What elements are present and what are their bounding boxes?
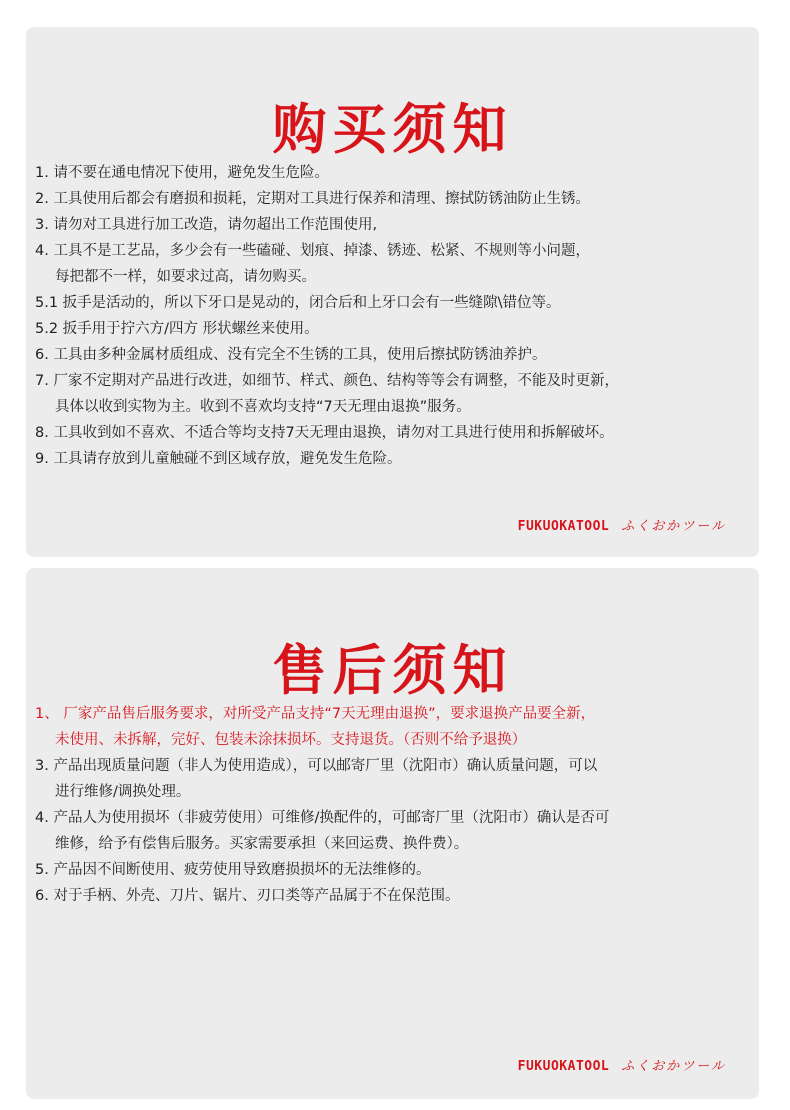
brand-signature	[518, 515, 726, 534]
aftersales-notice-panel	[26, 568, 759, 1099]
brand-signature	[518, 1055, 726, 1074]
list-item: 5.2 扳手用于拧六方/四方 形状螺丝来使用。	[35, 321, 319, 337]
aftersales-notice-list	[35, 701, 753, 909]
list-item: 4. 工具不是工艺品，多少会有一些磕碰、划痕、掉漆、锈迹、松紧、不规则等小问题，	[35, 243, 590, 259]
brand-name: FUKUOKATOOL	[517, 519, 610, 534]
list-item: 6. 对于手柄、外壳、刀片、锯片、刃口类等产品属于不在保范围。	[35, 888, 460, 904]
list-item: 5.1 扳手是活动的，所以下牙口是晃动的，闭合后和上牙口会有一些缝隙\错位等。	[35, 295, 561, 311]
list-item: 5. 产品因不间断使用、疲劳使用导致磨损损坏的无法维修的。	[35, 862, 431, 878]
list-item: 8. 工具收到如不喜欢、不适合等均支持7天无理由退换，请勿对工具进行使用和拆解破坏。	[35, 425, 614, 441]
purchase-notice-panel	[26, 27, 759, 557]
aftersales-notice-title: 售后须知	[272, 639, 513, 703]
brand-name-kana: ふくおかツール	[621, 519, 726, 534]
list-item-continuation: 具体以收到实物为主。收到不喜欢均支持“7天无理由退换”服务。	[55, 399, 471, 415]
list-item-continuation: 维修，给予有偿售后服务。买家需要承担（来回运费、换件费）。	[55, 836, 469, 852]
list-item: 3. 请勿对工具进行加工改造，请勿超出工作范围使用,	[35, 217, 378, 233]
brand-name-kana: ふくおかツール	[621, 1059, 726, 1074]
purchase-notice-list	[35, 160, 753, 472]
list-item: 3. 产品出现质量问题（非人为使用造成），可以邮寄厂里（沈阳市）确认质量问题，可以	[35, 758, 598, 774]
list-item-highlight: 1、 厂家产品售后服务要求，对所受产品支持“7天无理由退换”，要求退换产品要全新，	[35, 706, 596, 722]
list-item: 7. 厂家不定期对产品进行改进，如细节、样式、颜色、结构等等会有调整，不能及时更新，	[35, 373, 619, 389]
list-item-highlight-continuation: 未使用、未拆解，完好、包装未涂抹损坏。支持退货。（否则不给予退换）	[55, 732, 527, 748]
list-item: 6. 工具由多种金属材质组成、没有完全不生锈的工具，使用后擦拭防锈油养护。	[35, 347, 547, 363]
list-item-continuation: 进行维修/调换处理。	[55, 784, 191, 800]
list-item: 1. 请不要在通电情况下使用，避免发生危险。	[35, 165, 329, 181]
list-item: 2. 工具使用后都会有磨损和损耗，定期对工具进行保养和清理、擦拭防锈油防止生锈。	[35, 191, 590, 207]
list-item-continuation: 每把都不一样，如要求过高，请勿购买。	[55, 269, 316, 285]
brand-name: FUKUOKATOOL	[517, 1059, 610, 1074]
list-item: 9. 工具请存放到儿童触碰不到区域存放，避免发生危险。	[35, 451, 402, 467]
purchase-notice-title: 购买须知	[272, 98, 513, 162]
list-item: 4. 产品人为使用损坏（非疲劳使用）可维修/换配件的，可邮寄厂里（沈阳市）确认是否可	[35, 810, 610, 826]
